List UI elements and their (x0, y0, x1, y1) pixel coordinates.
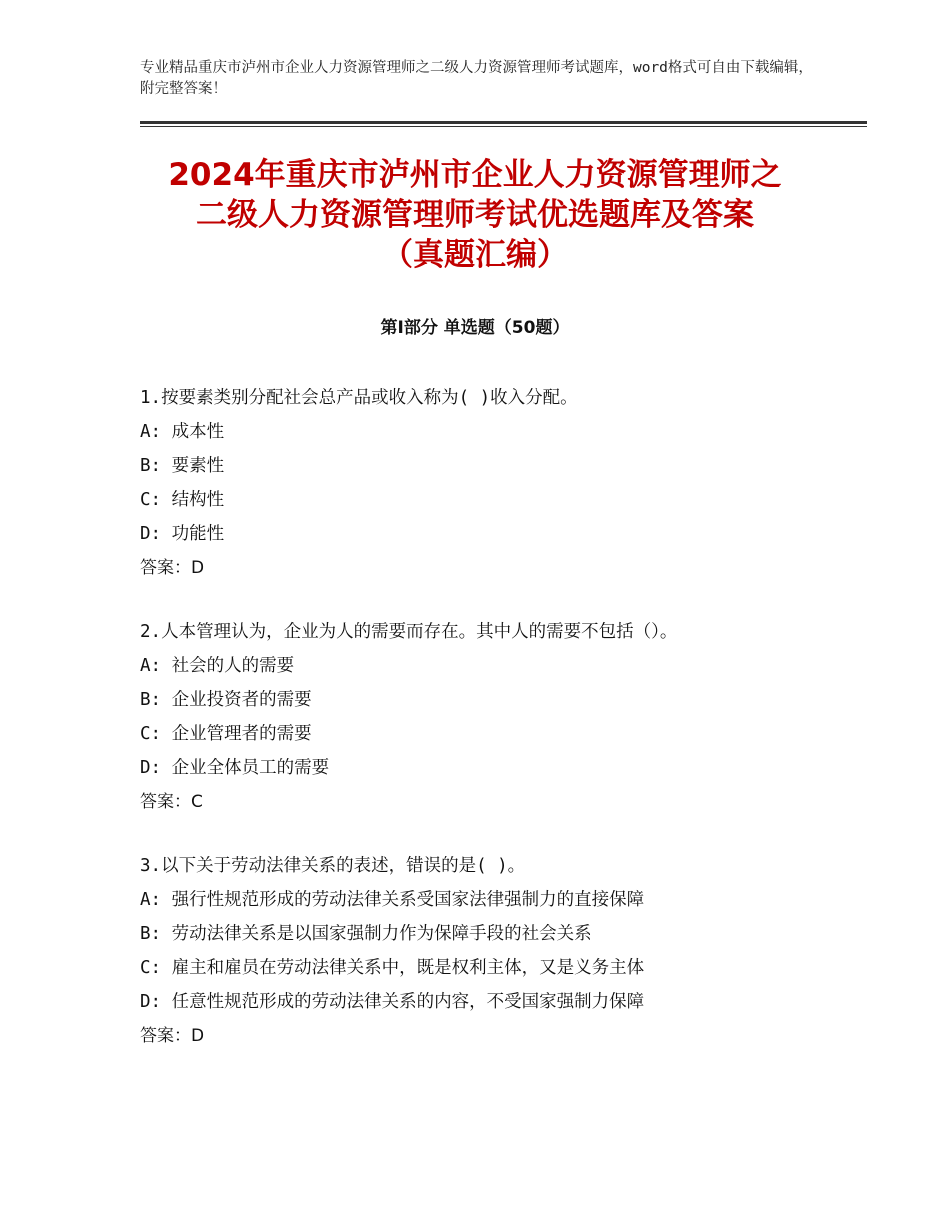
option-b: B: 劳动法律关系是以国家强制力作为保障手段的社会关系 (140, 924, 592, 944)
option-d: D: 企业全体员工的需要 (140, 758, 330, 778)
question-2 (140, 615, 820, 819)
option-c: C: 雇主和雇员在劳动法律关系中，既是权利主体，又是义务主体 (140, 958, 645, 978)
option-d: D: 任意性规范形成的劳动法律关系的内容，不受国家强制力保障 (140, 992, 645, 1012)
question-1 (140, 381, 820, 585)
question-stem: 1.按要素类别分配社会总产品或收入称为( )收入分配。 (140, 388, 578, 408)
option-a: A: 强行性规范形成的劳动法律关系受国家法律强制力的直接保障 (140, 890, 645, 910)
answer-label: 答案：D (140, 1026, 205, 1046)
title-line: 2024年重庆市泸州市企业人力资源管理师之 (168, 157, 782, 193)
option-b: B: 企业投资者的需要 (140, 690, 312, 710)
option-c: C: 企业管理者的需要 (140, 724, 312, 744)
option-a: A: 成本性 (140, 422, 225, 442)
option-a: A: 社会的人的需要 (140, 656, 295, 676)
question-list (140, 381, 820, 1083)
question-stem: 2.人本管理认为，企业为人的需要而存在。其中人的需要不包括（）。 (140, 622, 678, 642)
option-d: D: 功能性 (140, 524, 225, 544)
document-title (100, 155, 850, 275)
header-note: 专业精品重庆市泸州市企业人力资源管理师之二级人力资源管理师考试题库，word格式可自由下载编辑，附完整答案！ (140, 60, 813, 97)
header-rule-thin (140, 126, 867, 127)
question-3 (140, 849, 820, 1053)
title-line: （真题汇编） (382, 237, 568, 273)
section-heading: 第Ⅰ部分 单选题（50题） (380, 318, 570, 338)
question-stem: 3.以下关于劳动法律关系的表述，错误的是( )。 (140, 856, 526, 876)
answer-label: 答案：D (140, 558, 205, 578)
answer-label: 答案：C (140, 792, 203, 812)
option-c: C: 结构性 (140, 490, 225, 510)
header-rule-thick (140, 121, 867, 124)
title-line: 二级人力资源管理师考试优选题库及答案 (196, 197, 754, 233)
option-b: B: 要素性 (140, 456, 225, 476)
